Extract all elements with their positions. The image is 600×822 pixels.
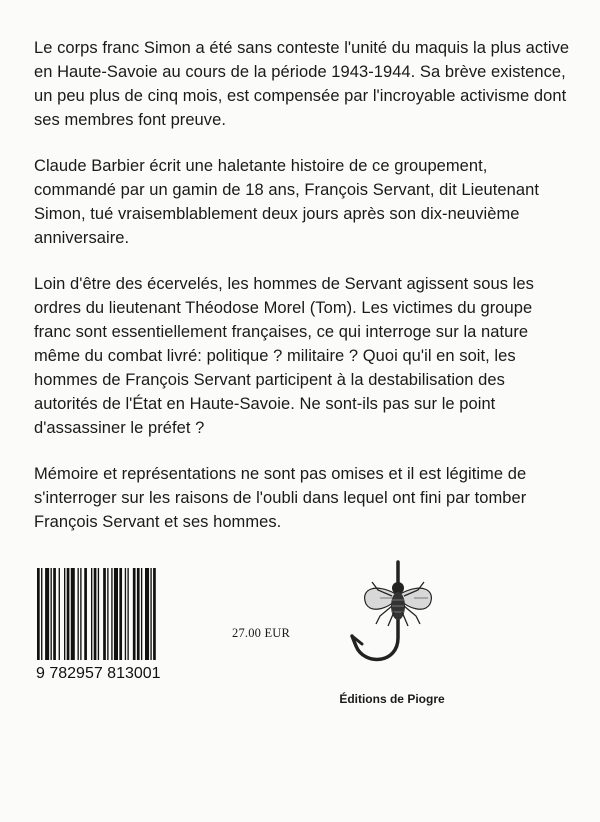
- publisher-name: Éditions de Piogre: [339, 692, 445, 706]
- paragraph-memory: Mémoire et représentations ne sont pas omises et il est légitime de s'interroger sur les raisons de l'oubli dans lequel ont fini par tomber François Servant et ses hommes.: [34, 465, 527, 531]
- isbn-number: 9 782957 813001: [36, 665, 161, 681]
- paragraph-author: Claude Barbier écrit une haletante histoire de ce groupement, commandé par un gamin de 18 ans, François Servant, dit Lieutenant Simon, tué vraisemblablement deux jours après son dix-neuvième anniversaire.: [34, 157, 539, 247]
- back-cover-text: [34, 36, 570, 556]
- price-label: 27.00 EUR: [232, 626, 291, 640]
- paragraph-servant-men: Loin d'être des écervelés, les hommes de Servant agissent sous les ordres du lieutenant Théodose Morel (Tom). Les victimes du groupe franc sont essentiellement françaises, ce qui interroge sur la nature même du combat livré: politique ? militaire ? Quoi qu'il en soit, les hommes de François Servant participent à la destabilisation des autorités de l'État en Haute-Savoie. Ne sont-ils pas sur le point d'assassiner le préfet ?: [34, 275, 534, 437]
- fly-on-hook-icon: [334, 560, 449, 676]
- paragraph-intro: Le corps franc Simon a été sans conteste l'unité du maquis la plus active en Haute-Savoie au cours de la période 1943-1944. Sa brève existence, un peu plus de cinq mois, est compensée par l'incroyable activisme dont ses membres font preuve.: [34, 39, 570, 129]
- barcode-icon: [35, 568, 210, 681]
- barcode-bars: [37, 568, 156, 668]
